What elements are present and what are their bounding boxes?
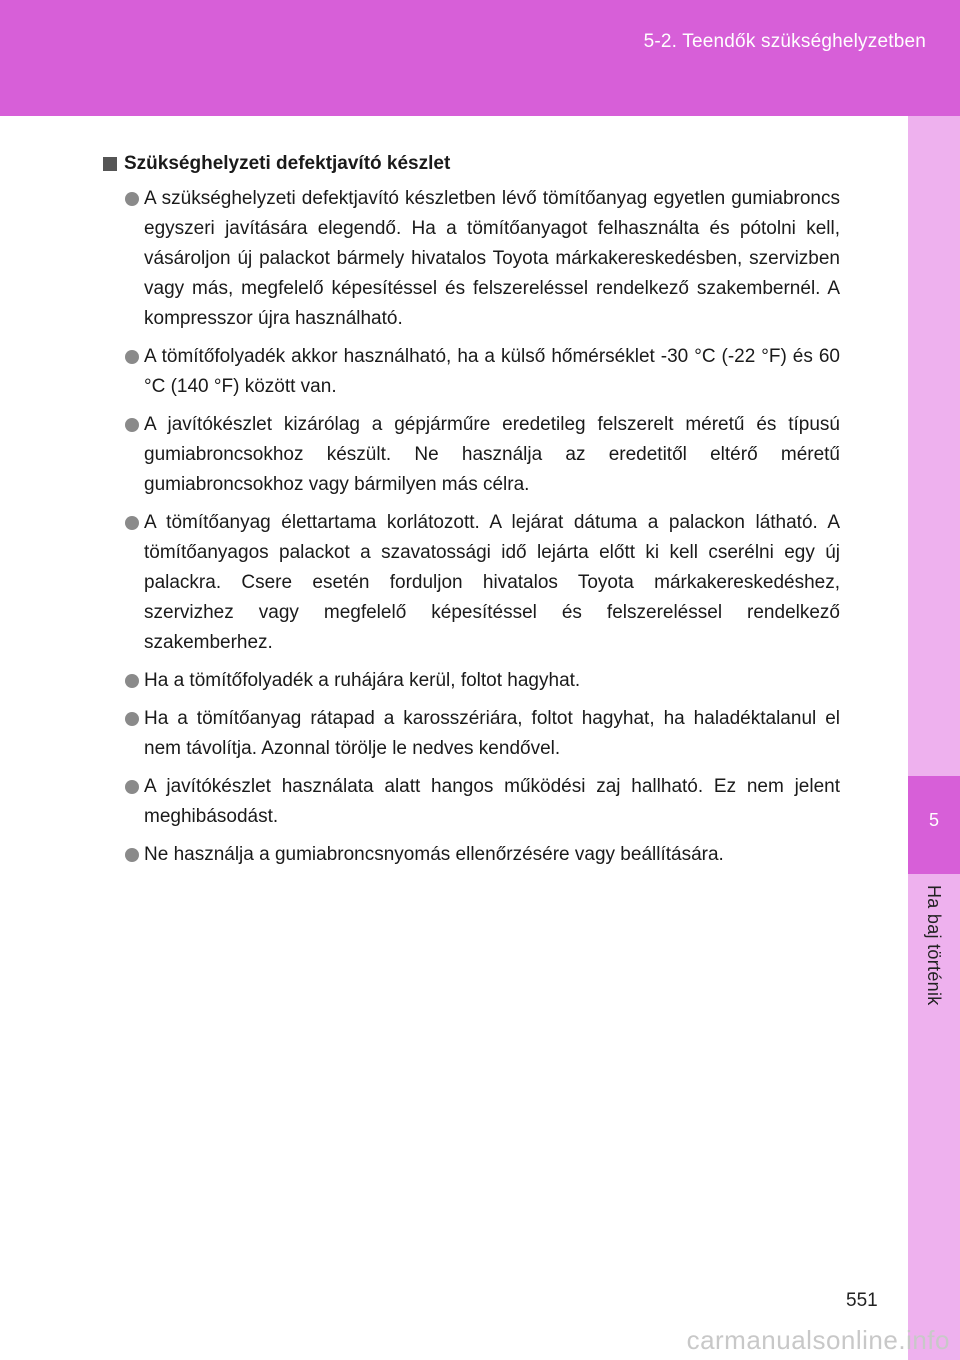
section-heading-text: Szükséghelyzeti defektjavító készlet bbox=[124, 153, 451, 174]
list-item-text: A javítókészlet használata alatt hangos működési zaj hallható. Ez nem jelent meghibásodást. bbox=[144, 776, 840, 827]
list-item-text: Ne használja a gumiabroncsnyomás ellenőrzésére vagy beállítására. bbox=[144, 844, 724, 865]
watermark-link[interactable]: carmanualsonline.info bbox=[686, 1325, 950, 1355]
list-item-text: Ha a tömítőanyag rátapad a karosszériára, foltot hagyhat, ha haladéktalanul el nem távolítja. Azonnal törölje le nedves kendővel. bbox=[144, 708, 840, 759]
side-tab-label: Ha baj történik bbox=[924, 885, 944, 1006]
list-item bbox=[100, 508, 840, 658]
list-item bbox=[100, 184, 840, 334]
list-item bbox=[100, 410, 840, 500]
page-number: 551 bbox=[846, 1290, 878, 1311]
side-tab-number: 5 bbox=[928, 810, 939, 830]
list-item bbox=[100, 840, 840, 870]
round-bullet-icon bbox=[125, 350, 139, 364]
main-content bbox=[100, 150, 840, 878]
list-item bbox=[100, 704, 840, 764]
list-item-text: A tömítőanyag élettartama korlátozott. A lejárat dátuma a palackon látható. A tömítőanyagos palackot a szavatossági idő lejárta előtt ki kell cserélni egy új palackra. Csere esetén forduljon hivatalos Toyota márkakereskedéshez, szervizhez vagy megfelelő képesítéssel és felszereléssel rendelkező szakemberhez. bbox=[144, 512, 840, 653]
list-item-text: A javítókészlet kizárólag a gépjárműre eredetileg felszerelt méretű és típusú gumiabroncsokhoz készült. Ne használja az eredetitől eltérő méretű gumiabroncsokhoz vagy bármilyen más célra. bbox=[144, 414, 840, 495]
section-heading bbox=[100, 150, 840, 178]
list-item bbox=[100, 342, 840, 402]
round-bullet-icon bbox=[125, 848, 139, 862]
page-header bbox=[0, 0, 960, 116]
side-tab bbox=[908, 116, 960, 1360]
round-bullet-icon bbox=[125, 780, 139, 794]
list-item-text: A tömítőfolyadék akkor használható, ha a külső hőmérséklet -30 °C (-22 °F) és 60 °C (140 °F) között van. bbox=[144, 346, 840, 397]
chapter-title: 5-2. Teendők szükséghelyzetben bbox=[643, 31, 926, 52]
round-bullet-icon bbox=[125, 712, 139, 726]
round-bullet-icon bbox=[125, 192, 139, 206]
round-bullet-icon bbox=[125, 516, 139, 530]
list-item bbox=[100, 772, 840, 832]
list-item-text: A szükséghelyzeti defektjavító készletben lévő tömítőanyag egyetlen gumiabroncs egyszeri javítására elegendő. Ha a tömítőanyagot felhasználta és pótolni kell, vásároljon új palackot bármely hivatalos Toyota márkakereskedésben, szervizben vagy más, megfelelő képesítéssel és felszereléssel rendelkező szakembernél. A kompresszor újra használható. bbox=[144, 188, 840, 329]
list-item-text: Ha a tömítőfolyadék a ruhájára kerül, foltot hagyhat. bbox=[144, 670, 581, 691]
list-item bbox=[100, 666, 840, 696]
square-bullet-icon bbox=[103, 157, 117, 171]
bullet-list bbox=[100, 184, 840, 870]
round-bullet-icon bbox=[125, 418, 139, 432]
round-bullet-icon bbox=[125, 674, 139, 688]
